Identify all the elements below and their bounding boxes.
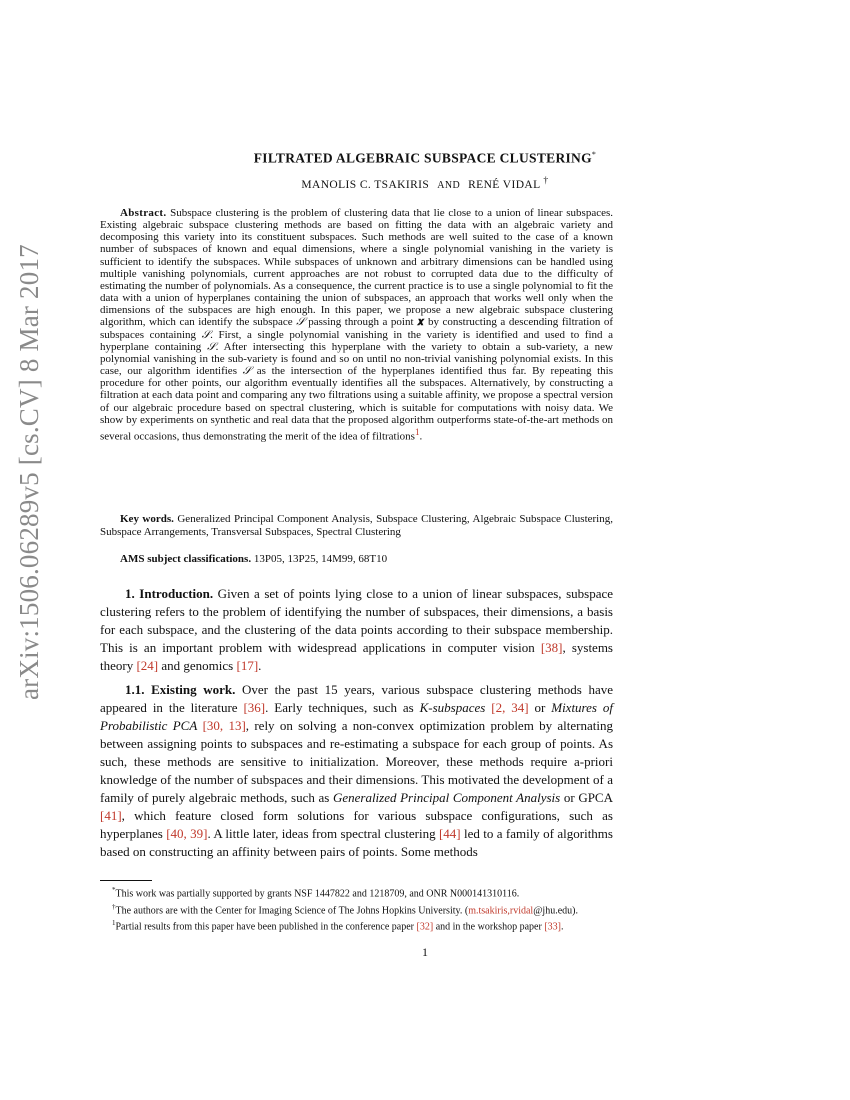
math-symbol: 𝒮 bbox=[242, 365, 252, 378]
author-line bbox=[0, 175, 850, 191]
body-text: or GPCA bbox=[560, 789, 613, 805]
title-footnote-mark: * bbox=[591, 150, 597, 159]
citation-link[interactable]: [41] bbox=[100, 807, 122, 823]
footnote-prior-work bbox=[100, 917, 613, 934]
citation-link[interactable]: [38] bbox=[540, 639, 563, 655]
emphasis-text: Mixtures of Probabilistic PCA bbox=[100, 699, 613, 733]
body-text: , which feature closed form solutions for various subspace configurations, such as hyperplanes bbox=[100, 807, 613, 841]
citation-link[interactable]: [44] bbox=[438, 825, 461, 841]
abstract-text: by constructing a descending filtration of subspaces containing bbox=[100, 316, 614, 341]
page-number: 1 bbox=[422, 945, 428, 959]
body-text: Given a set of points lying close to a union of linear subspaces, subspace clustering refers to the problem of identifying the number of subspaces, their dimensions, a basis for each subspace, and the clustering of the data points according to their subspace membership. This is an important problem with widespread applications in computer vision bbox=[100, 586, 614, 655]
footnote-text: @jhu.edu). bbox=[533, 905, 578, 917]
footnote-affiliation bbox=[100, 901, 613, 918]
body-text: Over the past 15 years, various subspace clustering methods have appeared in the literature bbox=[100, 682, 613, 715]
footnote-text: . bbox=[560, 921, 564, 933]
citation-link[interactable]: [30, 13] bbox=[202, 717, 246, 733]
footnote-link[interactable]: 1 bbox=[414, 426, 420, 437]
abstract-label: Abstract. bbox=[120, 207, 167, 219]
emphasis-text: Generalized Principal Component Analysis bbox=[332, 789, 561, 805]
email-link[interactable]: m.tsakiris,rvidal bbox=[468, 905, 534, 917]
key-words-text: Generalized Principal Component Analysis, Subspace Clustering, Algebraic Subspace Clustering, Subspace Arrangements, Transversal Subspaces, Spectral Clustering bbox=[100, 513, 613, 538]
author-conjunction: AND bbox=[437, 179, 461, 191]
body-text: . A little later, ideas from spectral clustering bbox=[207, 825, 439, 841]
citation-link[interactable]: [40, 39] bbox=[166, 825, 208, 841]
footnote-funding bbox=[100, 884, 613, 901]
citation-link[interactable]: [2, 34] bbox=[491, 699, 529, 715]
section-heading: 1. Introduction. bbox=[125, 586, 214, 601]
emphasis-text: K-subspaces bbox=[419, 699, 486, 715]
author-first: MANOLIS C. TSAKIRIS bbox=[301, 178, 430, 191]
citation-link[interactable]: [17] bbox=[236, 657, 259, 673]
arxiv-identifier-stamp: arXiv:1506.06289v5 [cs.CV] 8 Mar 2017 bbox=[14, 244, 44, 700]
footnote-text: This work was partially supported by grants NSF 1447822 and 1218709, and ONR N000141310116. bbox=[115, 888, 520, 900]
title-text: FILTRATED ALGEBRAIC SUBSPACE CLUSTERING bbox=[253, 150, 592, 166]
key-words bbox=[100, 513, 613, 538]
abstract-text: as the intersection of the hyperplanes identified thus far. By repeating this procedure for other points, our algorithm eventually identifies all the subspaces. Alternatively, by constructing a filtration at each data point and comparing any two filtrations using a suitable affinity, we propose a spectral version of our algebraic procedure based on spectral clustering, which is suitable for computations with noisy data. We show by experiments on synthetic and real data that the proposed algorithm outperforms state-of-the-art methods on several occasions, thus demonstrating the merit of the idea of filtrations bbox=[100, 365, 613, 443]
ams-classifications bbox=[100, 553, 613, 566]
abstract-text: . bbox=[419, 430, 423, 443]
ams-text: 13P05, 13P25, 14M99, 68T10 bbox=[251, 553, 388, 565]
body-text: or bbox=[528, 699, 552, 715]
math-symbol: 𝒮 bbox=[207, 340, 216, 353]
math-symbol: 𝒮 bbox=[296, 316, 305, 329]
existing-work-section bbox=[100, 681, 613, 861]
footnote-mark: 1 bbox=[112, 919, 116, 928]
citation-link[interactable]: [33] bbox=[544, 921, 561, 933]
subsection-heading: 1.1. Existing work. bbox=[125, 682, 236, 697]
paper-title bbox=[0, 150, 850, 167]
author-footnote-mark: † bbox=[543, 175, 549, 186]
footnote-text: and in the workshop paper bbox=[433, 921, 545, 933]
abstract-text: . First, a single polynomial vanishing in the variety is identified and used to find a hyperplane containing bbox=[100, 328, 613, 353]
footnote-text: Partial results from this paper have been published in the conference paper bbox=[115, 921, 417, 933]
introduction-section bbox=[100, 585, 613, 675]
footnote-mark: † bbox=[112, 902, 116, 911]
body-text: , rely on solving a non-convex optimization problem by alternating between assigning points to subspaces and re-estimating a subspace for each group of points. As such, these methods are sensitive to initialization. Moreover, these methods require a-priori knowledge of the number of subspaces and their dimensions. This motivated the development of a family of purely algebraic methods, such as bbox=[100, 717, 613, 805]
footnote-divider bbox=[100, 880, 152, 881]
body-text: . bbox=[258, 657, 262, 673]
math-symbol: 𝒮 bbox=[201, 328, 211, 341]
abstract-text: Subspace clustering is the problem of clustering data that lie close to a union of linear subspaces. Existing algebraic subspace clustering methods are based on fitting the data with an algebraic variety and decomposing this variety into its constituent subspaces. Such methods are well suited to the case of a known number of subspaces of known and equal dimensions, where a single polynomial vanishing in the variety is sufficient to identify the subspaces. While subspaces of unknown and arbitrary dimensions can be handled using multiple vanishing polynomials, current approaches are not robust to corrupted data due to the difficulty of estimating the number of polynomials. As a consequence, the current practice is to use a single polynomial to fit the data with a union of hyperplanes containing the union of subspaces, an approach that works well only when the dimensions of the subspaces are high enough. In this paper, we propose a new algebraic subspace clustering algorithm, which can identify the subspace bbox=[100, 207, 613, 329]
math-symbol: 𝒙 bbox=[417, 316, 425, 329]
footnote-mark: * bbox=[112, 886, 116, 894]
citation-link[interactable]: [32] bbox=[416, 921, 434, 933]
body-text: and genomics bbox=[158, 657, 237, 673]
author-second: RENÉ VIDAL bbox=[468, 178, 541, 191]
abstract bbox=[100, 207, 613, 443]
body-text: . Early techniques, such as bbox=[265, 699, 420, 715]
citation-link[interactable]: [24] bbox=[136, 657, 159, 673]
footnotes bbox=[100, 884, 613, 934]
body-text: , systems theory bbox=[100, 639, 613, 673]
key-words-label: Key words. bbox=[120, 513, 174, 525]
citation-link[interactable]: [36] bbox=[243, 699, 266, 715]
body-text: led to a family of algorithms based on constructing an affinity between pairs of points. Some methods bbox=[100, 825, 613, 859]
ams-label: AMS subject classifications. bbox=[120, 553, 252, 565]
footnote-text: The authors are with the Center for Imaging Science of The Johns Hopkins University. ( bbox=[115, 905, 469, 917]
abstract-text: passing through a point bbox=[304, 316, 418, 329]
abstract-text: . After intersecting this hyperplane with the variety to obtain a sub-variety, a new polynomial vanishing in the sub-variety is found and so on until no non-trivial vanishing polynomial exists. In this case, our algorithm identifies bbox=[100, 340, 613, 378]
